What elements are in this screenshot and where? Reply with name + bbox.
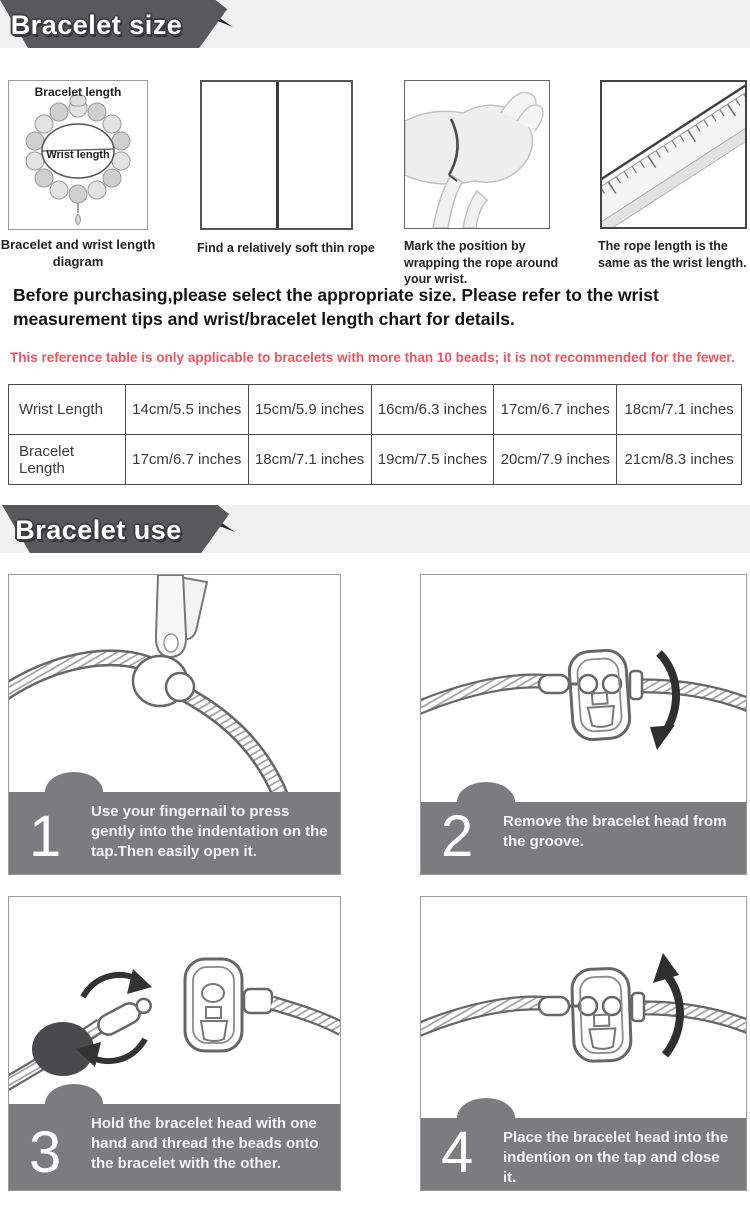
step-number: 4 [441,1120,474,1185]
step-card-1 [8,574,341,875]
table-cell: 16cm/6.3 inches [371,385,494,435]
step-3-text: Hold the bracelet head with one hand and thread the beads onto the bracelet with the other. [91,1115,319,1172]
wrist-length-label: Wrist length [46,149,110,161]
step-number: 2 [441,804,474,869]
bracelet-length-header: Bracelet Length [9,435,126,485]
table-cell: 17cm/6.7 inches [494,385,617,435]
step-4-illustration [421,897,746,1120]
bracelet-clasp [568,649,631,741]
step-1-text: Use your fingernail to press gently into the indentation on the tap.Then easily open it. [91,803,328,860]
figure-3-caption: Mark the position by wrapping the rope around your wrist. [404,239,559,286]
table-cell: 17cm/6.7 inches [125,435,248,485]
table-cell: 21cm/8.3 inches [617,435,742,485]
step-card-3 [8,896,341,1191]
table-cell: 14cm/5.5 inches [125,385,248,435]
step-3-illustration [9,897,340,1106]
hands-wrapping-illustration [405,81,549,228]
table-cell: 15cm/5.9 inches [248,385,371,435]
bracelet-clasp [571,968,631,1062]
ruler-figure [600,80,747,229]
table-cell: 18cm/7.1 inches [248,435,371,485]
step-3-caption-band [9,1104,340,1190]
step-1-illustration [9,575,340,794]
figure-4-caption: The rope length is the same as the wrist length. [598,239,747,270]
size-banner-title: Bracelet size [10,10,183,40]
purchase-advice-text: Before purchasing,please select the appropriate size. Please refer to the wrist measurement tips and wrist/bracelet length chart for details. [13,285,659,329]
table-row-wrist [9,385,742,435]
step-4-caption-band [421,1118,746,1190]
wrist-length-header: Wrist Length [9,385,126,435]
use-banner-title: Bracelet use [15,515,182,545]
table-cell: 19cm/7.5 inches [371,435,494,485]
figure-2-caption: Find a relatively soft thin rope [197,241,375,255]
table-cell: 18cm/7.1 inches [617,385,742,435]
step-number: 3 [29,1120,62,1185]
rope-illustration [276,82,279,228]
table-row-bracelet [9,435,742,485]
soft-rope-figure [200,80,353,230]
step-2-text: Remove the bracelet head from the groove. [503,813,727,850]
wrap-wrist-figure [404,80,550,229]
step-number: 1 [29,804,62,869]
step-4-text: Place the bracelet head into the indention on the tap and close it. [503,1129,729,1186]
bracelet-length-label: Bracelet length [34,85,122,99]
step-1-caption-band [9,792,340,874]
bracelet-clasp [185,959,242,1051]
step-card-4 [420,896,747,1191]
reference-warning-text: This reference table is only applicable to bracelets with more than 10 beads; it is not recommended for the fewer. [10,350,735,365]
ruler-illustration [602,82,745,227]
step-2-illustration [421,575,746,804]
step-card-2 [420,574,747,875]
bracelet-size-banner [0,0,233,48]
bracelet-use-banner [2,505,235,553]
table-cell: 20cm/7.9 inches [494,435,617,485]
size-reference-table [8,384,742,485]
step-2-caption-band [421,802,746,874]
bracelet-length-diagram [8,80,148,230]
figure-1-caption: Bracelet and wrist length diagram [0,237,156,270]
